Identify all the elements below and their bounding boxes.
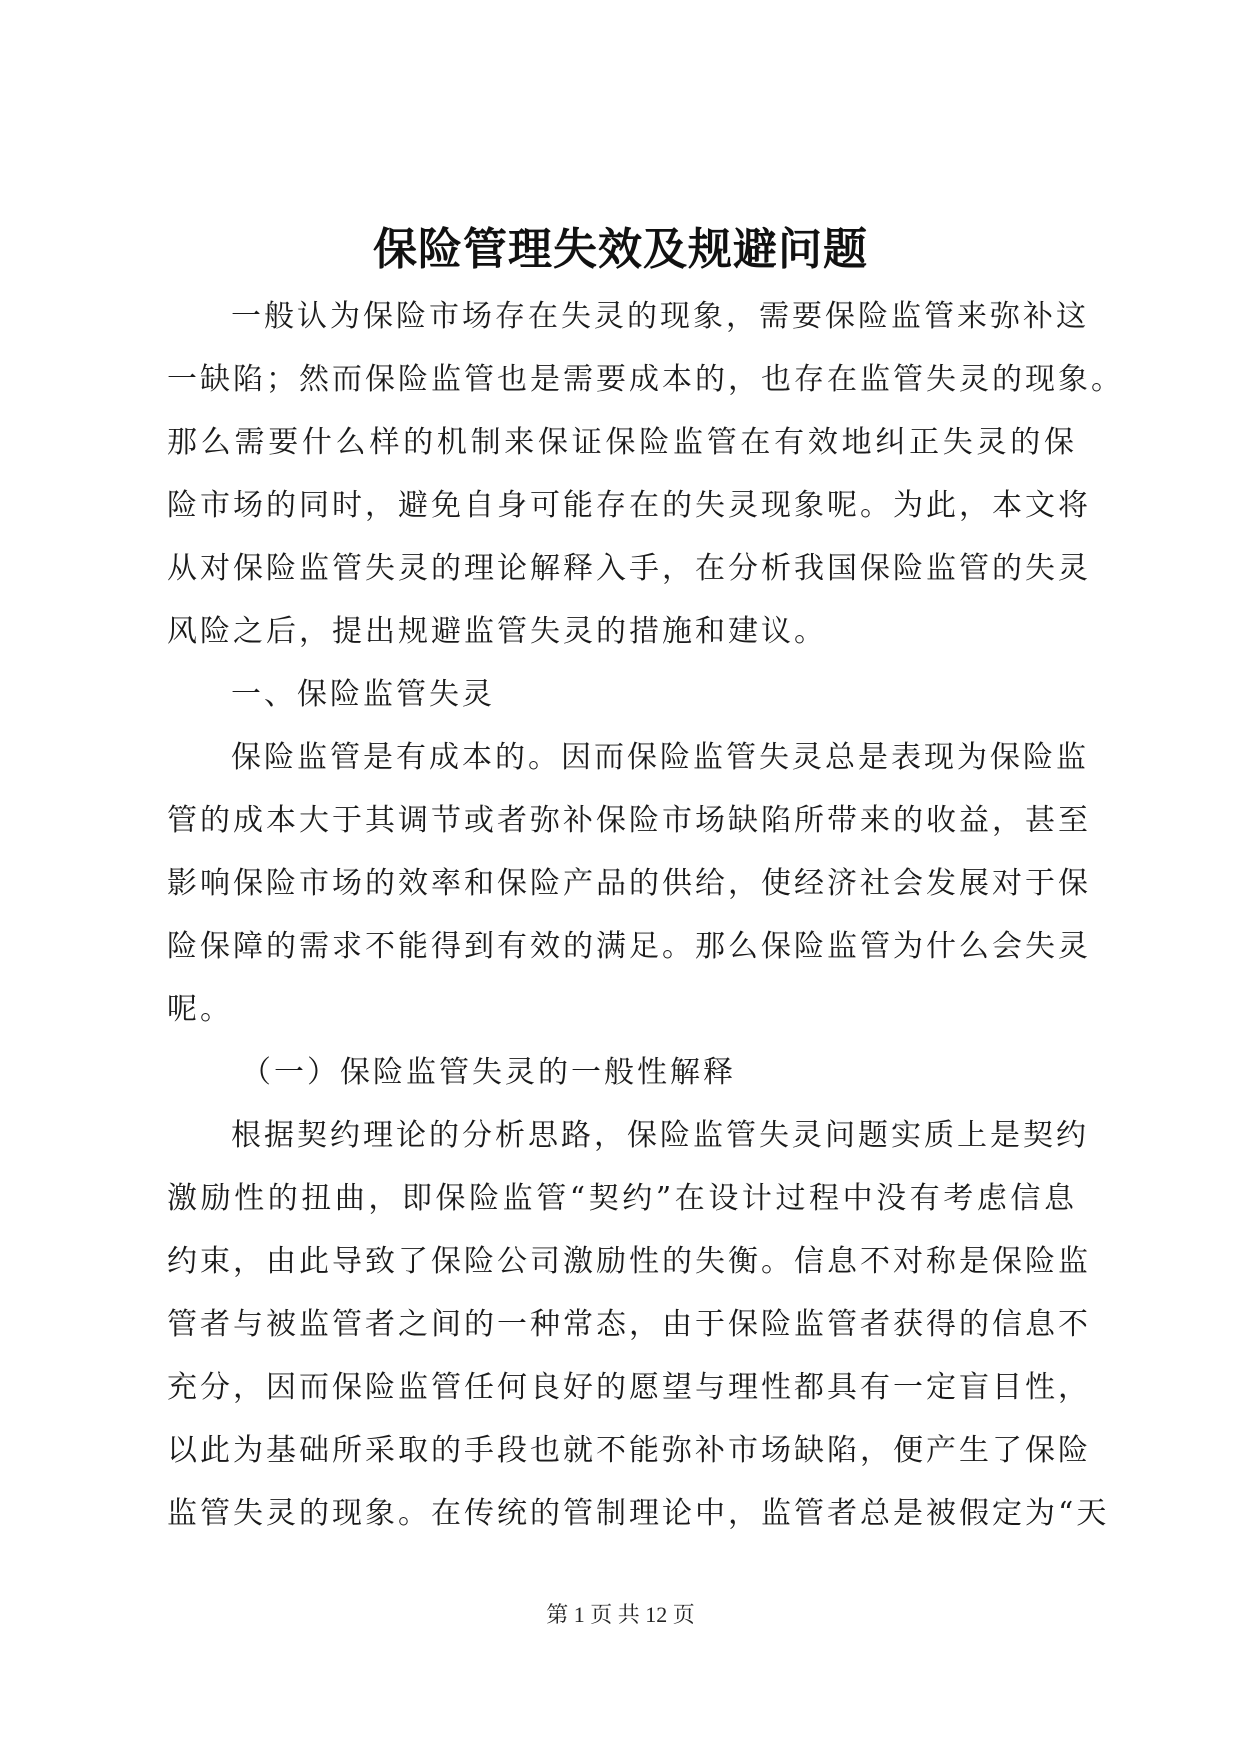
text-line: 那么需要什么样的机制来保证保险监管在有效地纠正失灵的保 <box>167 425 1077 460</box>
text-line: 充分，因而保险监管任何良好的愿望与理性都具有一定盲目性， <box>167 1370 1091 1405</box>
text-line: （一）保险监管失灵的一般性解释 <box>241 1055 736 1090</box>
text-line: 监管失灵的现象。在传统的管制理论中，监管者总是被假定为“天 <box>167 1496 1110 1531</box>
page-footer: 第 1 页 共 12 页 <box>546 1602 695 1627</box>
text-line: 一缺陷；然而保险监管也是需要成本的，也存在监管失灵的现象。 <box>167 362 1124 397</box>
text-line: 从对保险监管失灵的理论解释入手，在分析我国保险监管的失灵 <box>167 551 1091 586</box>
text-line: 管的成本大于其调节或者弥补保险市场缺陷所带来的收益，甚至 <box>167 803 1091 838</box>
text-line: 约束，由此导致了保险公司激励性的失衡。信息不对称是保险监 <box>167 1244 1091 1279</box>
text-line: 一般认为保险市场存在失灵的现象，需要保险监管来弥补这 <box>231 299 1089 334</box>
text-line: 呢。 <box>167 992 233 1027</box>
text-line: 管者与被监管者之间的一种常态，由于保险监管者获得的信息不 <box>167 1307 1091 1342</box>
text-line: 风险之后，提出规避监管失灵的措施和建议。 <box>167 614 827 649</box>
document-title: 保险管理失效及规避问题 <box>373 224 868 275</box>
text-line: 激励性的扭曲，即保险监管“契约”在设计过程中没有考虑信息 <box>167 1181 1077 1216</box>
text-line: 一、保险监管失灵 <box>231 677 495 712</box>
text-line: 以此为基础所采取的手段也就不能弥补市场缺陷，便产生了保险 <box>167 1433 1091 1468</box>
text-line: 影响保险市场的效率和保险产品的供给，使经济社会发展对于保 <box>167 866 1091 901</box>
document-body <box>167 285 1124 1545</box>
text-line: 险保障的需求不能得到有效的满足。那么保险监管为什么会失灵 <box>167 929 1091 964</box>
text-line: 根据契约理论的分析思路，保险监管失灵问题实质上是契约 <box>231 1118 1089 1153</box>
text-line: 保险监管是有成本的。因而保险监管失灵总是表现为保险监 <box>231 740 1089 775</box>
text-line: 险市场的同时，避免自身可能存在的失灵现象呢。为此，本文将 <box>167 488 1091 523</box>
